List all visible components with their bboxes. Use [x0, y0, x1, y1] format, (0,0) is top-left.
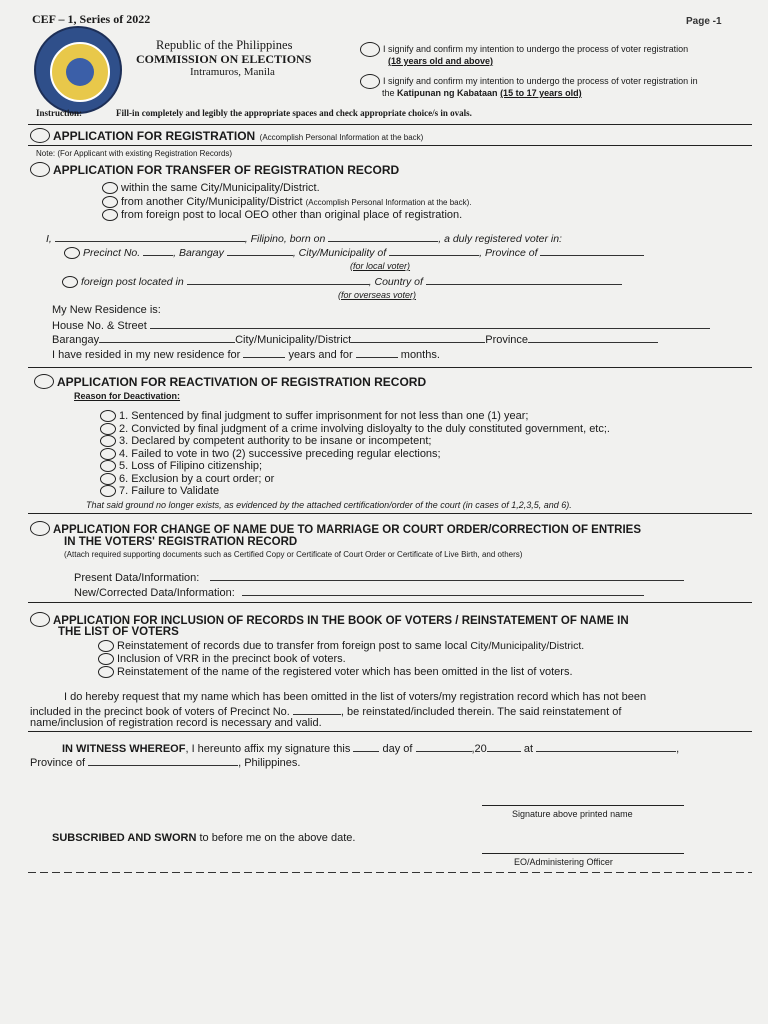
address-line: Barangay City/Municipality/District Province	[52, 332, 658, 346]
page-number: Page -1	[686, 16, 722, 27]
precinct-field[interactable]	[293, 704, 341, 715]
oval-checkbox[interactable]	[30, 612, 50, 627]
instruction-text: Fill-in completely and legibly the appropriate spaces and check appropriate choice/s in ovals.	[116, 108, 472, 118]
intent-sk-age: the Katipunan ng Kabataan (15 to 17 years old)	[382, 88, 582, 98]
transfer-option[interactable]: APPLICATION FOR TRANSFER OF REGISTRATION RECORD	[30, 161, 399, 179]
house-street-line: House No. & Street	[52, 318, 710, 332]
transfer-foreign-post[interactable]: from foreign post to local OEO other than original place of registration.	[102, 209, 462, 221]
oval-checkbox[interactable]	[100, 435, 116, 447]
oval-checkbox[interactable]	[102, 209, 118, 221]
signature-label: Signature above printed name	[512, 809, 633, 819]
address-label: Intramuros, Manila	[190, 66, 275, 78]
transfer-same-city[interactable]: within the same City/Municipality/District.	[102, 182, 320, 194]
oval-checkbox[interactable]	[360, 74, 380, 89]
oval-checkbox[interactable]	[98, 653, 114, 665]
oval-checkbox[interactable]	[98, 666, 114, 678]
oval-checkbox[interactable]	[100, 473, 116, 485]
oval-checkbox[interactable]	[100, 448, 116, 460]
reactivation-footnote: That said ground no longer exists, as evidenced by the attached certification/order of the court (in cases of 1,2,3,5, and 6).	[86, 500, 572, 510]
overseas-voter-line[interactable]: foreign post located in , Country of	[62, 274, 622, 288]
officer-label: EO/Administering Officer	[514, 857, 613, 867]
reactivation-option[interactable]: APPLICATION FOR REACTIVATION OF REGISTRATION RECORD	[34, 373, 426, 391]
list-item[interactable]: 6. Exclusion by a court order; or	[100, 473, 610, 486]
for-local-voter-note: (for local voter)	[350, 261, 411, 271]
oval-checkbox[interactable]	[98, 640, 114, 652]
house-street-field[interactable]	[150, 318, 710, 329]
list-item[interactable]: 2. Convicted by final judgment of a crime involving disloyalty to the duly constituted government, etc;.	[100, 423, 610, 436]
instruction-label: Instruction:	[36, 108, 83, 118]
new-data-field[interactable]	[242, 585, 644, 596]
residency-line: I have resided in my new residence for years and for months.	[52, 349, 440, 361]
change-name-option[interactable]: APPLICATION FOR CHANGE OF NAME DUE TO MARRIAGE OR COURT ORDER/CORRECTION OF ENTRIES	[30, 520, 641, 538]
province-line: Province of , Philippines.	[30, 757, 301, 769]
present-data-line: Present Data/Information:	[74, 570, 684, 584]
oval-checkbox[interactable]	[30, 521, 50, 536]
present-data-field[interactable]	[210, 570, 684, 581]
commission-label: COMMISSION ON ELECTIONS	[136, 52, 312, 66]
sworn-line: SUBSCRIBED AND SWORN to before me on the above date.	[52, 832, 356, 844]
birthdate-field[interactable]	[328, 231, 438, 242]
for-overseas-voter-note: (for overseas voter)	[338, 290, 417, 300]
oval-checkbox[interactable]	[34, 374, 54, 389]
reason-list	[100, 410, 610, 498]
oval-checkbox[interactable]	[64, 247, 80, 259]
list-item[interactable]: 3. Declared by competent authority to be insane or incompetent;	[100, 435, 610, 448]
inclusion-title-2: THE LIST OF VOTERS	[58, 626, 179, 638]
new-residence-label: My New Residence is:	[52, 304, 161, 316]
oval-checkbox[interactable]	[62, 276, 78, 288]
witness-line: IN WITNESS WHEREOF, I hereunto affix my signature this day of ,20 at ,	[62, 743, 680, 755]
request-paragraph-2: included in the precinct book of voters of Precinct No. , be reinstated/included therein. The said reinstatement of	[30, 706, 622, 718]
list-item[interactable]: 7. Failure to Validate	[100, 485, 610, 498]
transfer-statement-line: I, , Filipino, born on , a duly registered voter in:	[46, 233, 562, 245]
oval-checkbox[interactable]	[360, 42, 380, 57]
inclusion-opt-omitted[interactable]: Reinstatement of the name of the registered voter which has been omitted in the list of voters.	[98, 666, 573, 678]
comelec-seal-icon	[34, 26, 122, 114]
local-voter-line[interactable]: Precinct No. , Barangay , City/Municipality of , Province of	[64, 245, 644, 259]
change-name-title-2: IN THE VOTERS' REGISTRATION RECORD	[64, 536, 298, 548]
oval-checkbox[interactable]	[30, 128, 50, 143]
oval-checkbox[interactable]	[102, 182, 118, 194]
inclusion-option[interactable]: APPLICATION FOR INCLUSION OF RECORDS IN THE BOOK OF VOTERS / REINSTATEMENT OF NAME IN	[30, 611, 629, 629]
new-data-line: New/Corrected Data/Information:	[74, 585, 644, 599]
request-paragraph-3: name/inclusion of registration record is necessary and valid.	[30, 717, 322, 729]
oval-checkbox[interactable]	[100, 410, 116, 422]
intent-voter-age: (18 years old and above)	[388, 56, 494, 66]
name-field[interactable]	[55, 231, 245, 242]
registration-option[interactable]: APPLICATION FOR REGISTRATION (Accomplish Personal Information at the back)	[30, 127, 423, 145]
form-code: CEF – 1, Series of 2022	[32, 12, 151, 26]
change-name-note: (Attach required supporting documents such as Certified Copy or Certificate of Court Order or Certificate of Live Birth, and others)	[64, 550, 523, 559]
intent-sk-option[interactable]: I signify and confirm my intention to undergo the process of voter registration in	[360, 74, 698, 89]
reason-label: Reason for Deactivation:	[74, 391, 181, 401]
transfer-note: Note: (For Applicant with existing Registration Records)	[36, 149, 233, 158]
republic-label: Republic of the Philippines	[156, 38, 293, 52]
list-item[interactable]: 1. Sentenced by final judgment to suffer imprisonment for not less than one (1) year;	[100, 410, 610, 423]
list-item[interactable]: 5. Loss of Filipino citizenship;	[100, 460, 610, 473]
oval-checkbox[interactable]	[30, 162, 50, 177]
oval-checkbox[interactable]	[100, 485, 116, 497]
inclusion-opt-vrr[interactable]: Inclusion of VRR in the precinct book of voters.	[98, 653, 346, 665]
oval-checkbox[interactable]	[100, 460, 116, 472]
oval-checkbox[interactable]	[102, 196, 118, 208]
transfer-another-city[interactable]: from another City/Municipality/District (Accomplish Personal Information at the back).	[102, 196, 471, 208]
inclusion-opt-reinstatement[interactable]: Reinstatement of records due to transfer from foreign post to same local City/Municipality/District.	[98, 640, 584, 652]
intent-voter-option[interactable]: I signify and confirm my intention to undergo the process of voter registration	[360, 42, 688, 57]
oval-checkbox[interactable]	[100, 423, 116, 435]
request-paragraph-1: I do hereby request that my name which has been omitted in the list of voters/my registration record which has not been	[64, 691, 647, 703]
list-item[interactable]: 4. Failed to vote in two (2) successive preceding regular elections;	[100, 448, 610, 461]
